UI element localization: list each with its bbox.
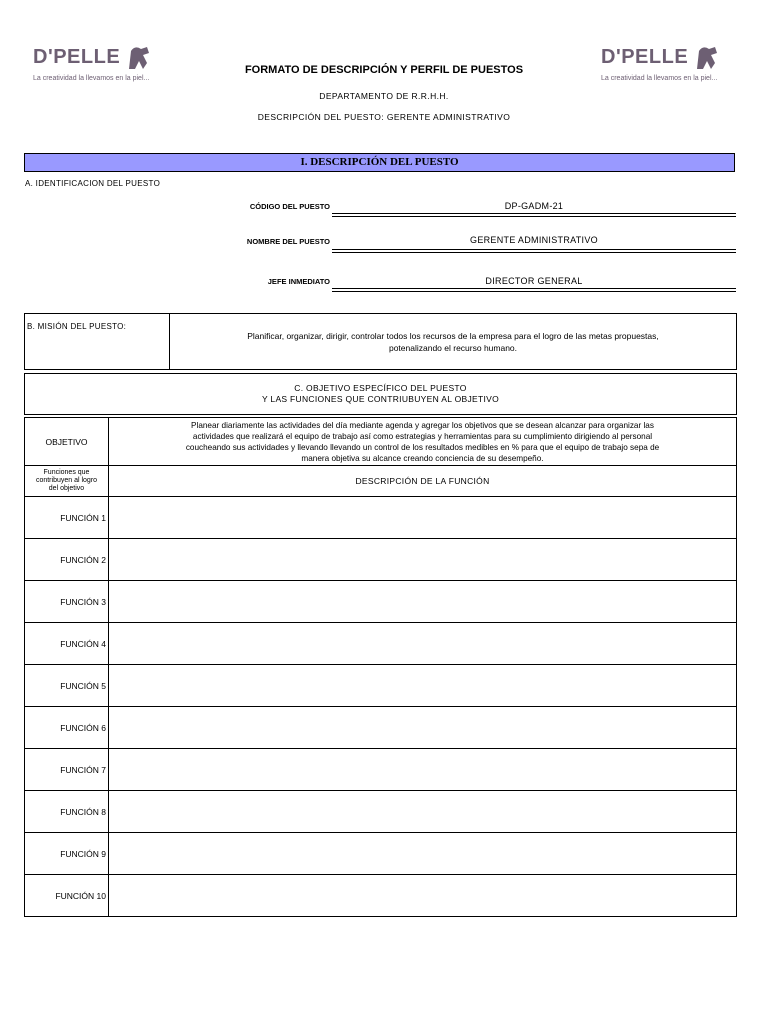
functions-header-line: contribuyen al logro (35, 477, 98, 484)
functions-body (25, 497, 737, 917)
function-label: FUNCIÓN 1 (60, 512, 106, 523)
code-label: CÓDIGO DEL PUESTO (249, 202, 330, 211)
function-label: FUNCIÓN 7 (60, 764, 106, 775)
mission-text-cell (170, 314, 737, 370)
function-label: FUNCIÓN 9 (60, 848, 106, 859)
supervisor-label: JEFE INMEDIATO (267, 277, 330, 286)
function-label-cell (25, 623, 109, 665)
code-underline (332, 213, 736, 217)
function-label: FUNCIÓN 6 (60, 722, 106, 733)
mission-label-cell (25, 314, 170, 370)
logo-tagline: La creatividad la llevamos en la piel... (601, 75, 718, 82)
function-label-cell (25, 581, 109, 623)
function-label: FUNCIÓN 10 (55, 890, 106, 901)
supervisor-value: DIRECTOR GENERAL (485, 276, 583, 286)
function-label-cell (25, 707, 109, 749)
functions-table (24, 417, 737, 917)
supervisor-underline (332, 288, 736, 292)
objective-text-line: manera objetiva su alcance creando conciencia de su desempeño. (301, 453, 544, 463)
functions-header-line: del objetivo (48, 485, 85, 492)
mission-text-line: Planificar, organizar, dirigir, controlar todos los recursos de la empresa para el logro de las metas propuestas, (247, 330, 659, 341)
function-label: FUNCIÓN 8 (60, 806, 106, 817)
function-description-cell[interactable] (109, 581, 737, 623)
function-description-cell[interactable] (109, 665, 737, 707)
logo-wordmark: D'PELLE (601, 46, 689, 68)
objective-text-cell (109, 418, 737, 466)
objective-label: OBJETIVO (45, 436, 88, 447)
functions-header-cell (25, 466, 109, 497)
function-label: FUNCIÓN 4 (60, 638, 106, 649)
mission-label: B. MISIÓN DEL PUESTO: (27, 322, 127, 331)
position-name-label: NOMBRE DEL PUESTO (246, 237, 330, 246)
objective-title-line: C. OBJETIVO ESPECÍFICO DEL PUESTO (294, 383, 467, 393)
objective-label-cell (25, 418, 109, 466)
functions-header-line: Funciones que (43, 469, 90, 476)
function-label: FUNCIÓN 5 (60, 680, 106, 691)
function-label-cell (25, 497, 109, 539)
function-description-cell[interactable] (109, 623, 737, 665)
function-label-cell (25, 833, 109, 875)
function-label-cell (25, 665, 109, 707)
function-description-cell[interactable] (109, 875, 737, 917)
function-label-cell (25, 749, 109, 791)
function-label: FUNCIÓN 2 (60, 554, 106, 565)
department-line: DEPARTAMENTO DE R.R.H.H. (319, 91, 449, 101)
function-label-cell (25, 875, 109, 917)
function-description-cell[interactable] (109, 707, 737, 749)
form-title: FORMATO DE DESCRIPCIÓN Y PERFIL DE PUESTOS (244, 64, 524, 76)
function-description-cell[interactable] (109, 497, 737, 539)
objective-title-line: Y LAS FUNCIONES QUE CONTRIUBUYEN AL OBJETIVO (261, 394, 500, 404)
function-description-cell[interactable] (109, 749, 737, 791)
objective-text-line: coucheando sus actividades y llevando llevando un control de los resultados medibles en % para que el equipo de trabajo sepa de (185, 442, 660, 452)
identification-heading: A. IDENTIFICACION DEL PUESTO (25, 179, 161, 188)
objective-text-line: Planear diariamente las actividades del día mediante agenda y agregar los objetivos que se desean alcanzar para organizar las (191, 420, 654, 430)
function-description-cell[interactable] (109, 833, 737, 875)
function-label-cell (25, 791, 109, 833)
position-name-underline (332, 249, 736, 253)
logo-tagline: La creatividad la llevamos en la piel... (33, 75, 150, 82)
description-header: DESCRIPCIÓN DE LA FUNCIÓN (355, 476, 490, 486)
objective-section-title (24, 373, 737, 415)
position-name-value: GERENTE ADMINISTRATIVO (470, 235, 598, 245)
section-title-bar: I. DESCRIPCIÓN DEL PUESTO (24, 153, 735, 172)
position-line: DESCRIPCIÓN DEL PUESTO: GERENTE ADMINISTRATIVO (257, 112, 511, 122)
code-value: DP-GADM-21 (504, 201, 564, 211)
mission-text-line: potenalizando el recurso humano. (388, 342, 518, 353)
function-label: FUNCIÓN 3 (60, 596, 106, 607)
description-header-cell (109, 466, 737, 497)
objective-text-line: actividades que realizará el equipo de trabajo así como estrategias y herramientas para su cumplimiento dirigiendo al personal (192, 431, 653, 441)
function-description-cell[interactable] (109, 539, 737, 581)
logo-wordmark: D'PELLE (33, 46, 121, 68)
mission-table (24, 313, 737, 370)
function-description-cell[interactable] (109, 791, 737, 833)
function-label-cell (25, 539, 109, 581)
